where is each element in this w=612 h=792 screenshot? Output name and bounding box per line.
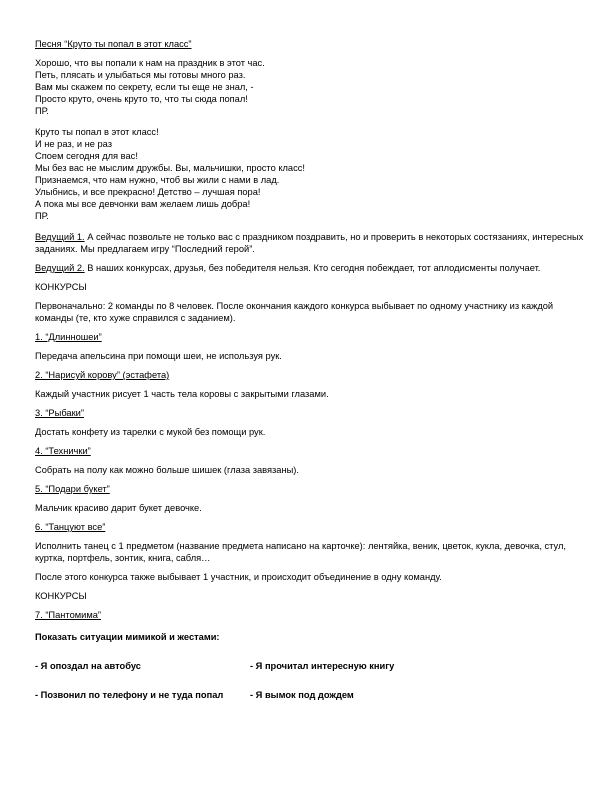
intro-paragraph: Первоначально: 2 команды по 8 человек. После окончания каждого конкурса выбывает по одному участнику из каждой команды (те, кто хуже справился с заданием). [35,301,554,323]
contest-text: Собрать на полу как можно больше шишек (глаза завязаны). [35,465,299,475]
host1-paragraph [35,231,585,255]
contest7-title: 7. “Пантомима” [35,610,101,620]
contest-title: 2. “Нарисуй корову” (эстафета) [35,370,170,380]
pantomime-title: Показать ситуации мимикой и жестами: [35,632,220,642]
pantomime-item: - Я прочитал интересную книгу [250,661,395,671]
song-verse [35,57,585,117]
contest-text: Достать конфету из тарелки с мукой без помощи рук. [35,427,266,437]
chorus-line: А пока мы все девчонки вам желаем лишь добра! [35,199,251,209]
verse-line: Хорошо, что вы попали к нам на праздник в этот час. [35,58,265,68]
host1-text: А сейчас позвольте не только вас с праздником поздравить, но и проверить в некоторых состязаниях, интересных заданиях. Мы предлагаем игру “Последний герой”. [35,232,584,254]
chorus-line: ПР. [35,211,49,221]
contest-title: 1. “Длинношеи” [35,332,102,342]
contest-text: Мальчик красиво дарит букет девочке. [35,503,202,513]
document-page [35,38,585,704]
host1-label: Ведущий 1. [35,232,85,242]
host2-paragraph [35,262,585,274]
chorus-line: Споем сегодня для вас! [35,151,138,161]
verse-line: Петь, плясать и улыбаться мы готовы много раз. [35,70,246,80]
contest-text: Каждый участник рисует 1 часть тела коровы с закрытыми глазами. [35,389,329,399]
after-contest-paragraph: После этого конкурса также выбывает 1 участник, и происходит объединение в одну команду. [35,572,442,582]
verse-line: Просто круто, очень круто то, что ты сюда попал! [35,94,248,104]
contests-heading: КОНКУРСЫ [35,282,87,292]
pantomime-item: - Позвонил по телефону и не туда попал [35,690,224,700]
host2-text: В наших конкурсах, друзья, без победителя нельзя. Кто сегодня побеждает, тот аплодисменты получает. [84,263,541,273]
chorus-line: И не раз, и не раз [35,139,112,149]
song-chorus [35,126,585,222]
chorus-line: Признаемся, что нам нужно, чтоб вы жили с нами в лад. [35,175,280,185]
contest-title: 6. “Танцуют все” [35,522,106,532]
chorus-line: Мы без вас не мыслим дружбы. Вы, мальчишки, просто класс! [35,163,305,173]
verse-line: Вам мы скажем по секрету, если ты еще не знал, - [35,82,254,92]
contest-title: 5. “Подари букет” [35,484,110,494]
contest-title: 4. “Технички” [35,446,91,456]
contest-text: Передача апельсина при помощи шеи, не используя рук. [35,351,282,361]
chorus-line: Круто ты попал в этот класс! [35,127,159,137]
pantomime-list [35,658,585,704]
host2-label: Ведущий 2. [35,263,85,273]
verse-line: ПР. [35,106,49,116]
contest-title: 3. “Рыбаки” [35,408,84,418]
contest-text: Исполнить танец с 1 предметом (название предмета написано на карточке): лентяйка, веник, цветок, кукла, девочка, стул, куртка, портфель, зонтик, книга, сабля… [35,541,566,563]
song-title: Песня “Круто ты попал в этот класс” [35,39,192,49]
pantomime-item: - Я опоздал на автобус [35,661,141,671]
pantomime-block [35,631,585,704]
pantomime-item: - Я вымок под дождем [250,690,354,700]
chorus-line: Улыбнись, и все прекрасно! Детство – лучшая пора! [35,187,261,197]
contests-heading-2: КОНКУРСЫ [35,591,87,601]
